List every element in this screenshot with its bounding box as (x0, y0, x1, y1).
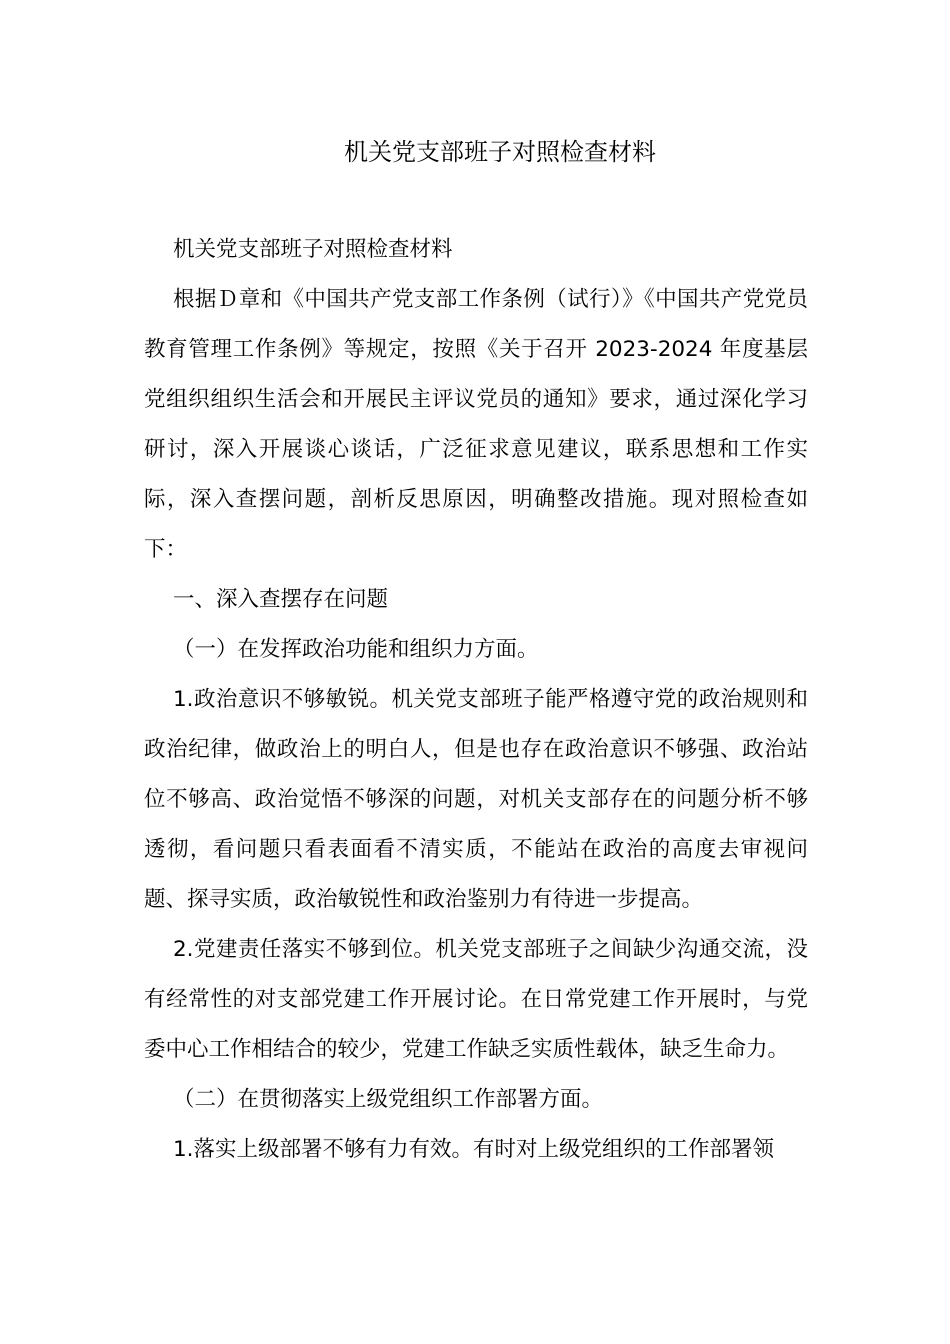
heading-section-1: 一、深入查摆存在问题 (173, 587, 389, 612)
heading-subsection-1: （一）在发挥政治功能和组织力方面。 (173, 637, 539, 662)
document-title: 机关党支部班子对照检查材料 (344, 138, 656, 166)
paragraph-item-1-2: 2.党建责任落实不够到位。机关党支部班子之间缺少沟通交流，没有经常性的对支部党建工作开展讨论。在日常党建工作开展时，与党委中心工作相结合的较少，党建工作缺乏实质性载体，缺乏生命力。 (144, 937, 808, 1062)
paragraph-item-1-1: 1.政治意识不够敏锐。机关党支部班子能严格遵守党的政治规则和政治纪律，做政治上的明白人，但是也存在政治意识不够强、政治站位不够高、政治觉悟不够深的问题，对机关支部存在的问题分析不够透彻，看问题只看表面看不清实质，不能站在政治的高度去审视问题、探寻实质，政治敏锐性和政治鉴别力有待进一步提高。 (144, 687, 808, 912)
heading-subsection-2: （二）在贯彻落实上级党组织工作部署方面。 (173, 1087, 604, 1112)
paragraph-item-2-1: 1.落实上级部署不够有力有效。有时对上级党组织的工作部署领 (173, 1137, 775, 1162)
paragraph-intro: 根据Ｄ章和《中国共产党支部工作条例（试行）》《中国共产党党员教育管理工作条例》等规定，按照《关于召开 2023-2024 年度基层党组织组织生活会和开展民主评议党员的通知》要求，通过深化学习研讨，深入开展谈心谈话，广泛征求意见建议，联系思想和工作实际，深入查摆问题，剖析反思原因，明确整改措施。现对照检查如下： (144, 287, 808, 562)
document-body (144, 225, 808, 1175)
paragraph-subtitle: 机关党支部班子对照检查材料 (173, 237, 453, 262)
